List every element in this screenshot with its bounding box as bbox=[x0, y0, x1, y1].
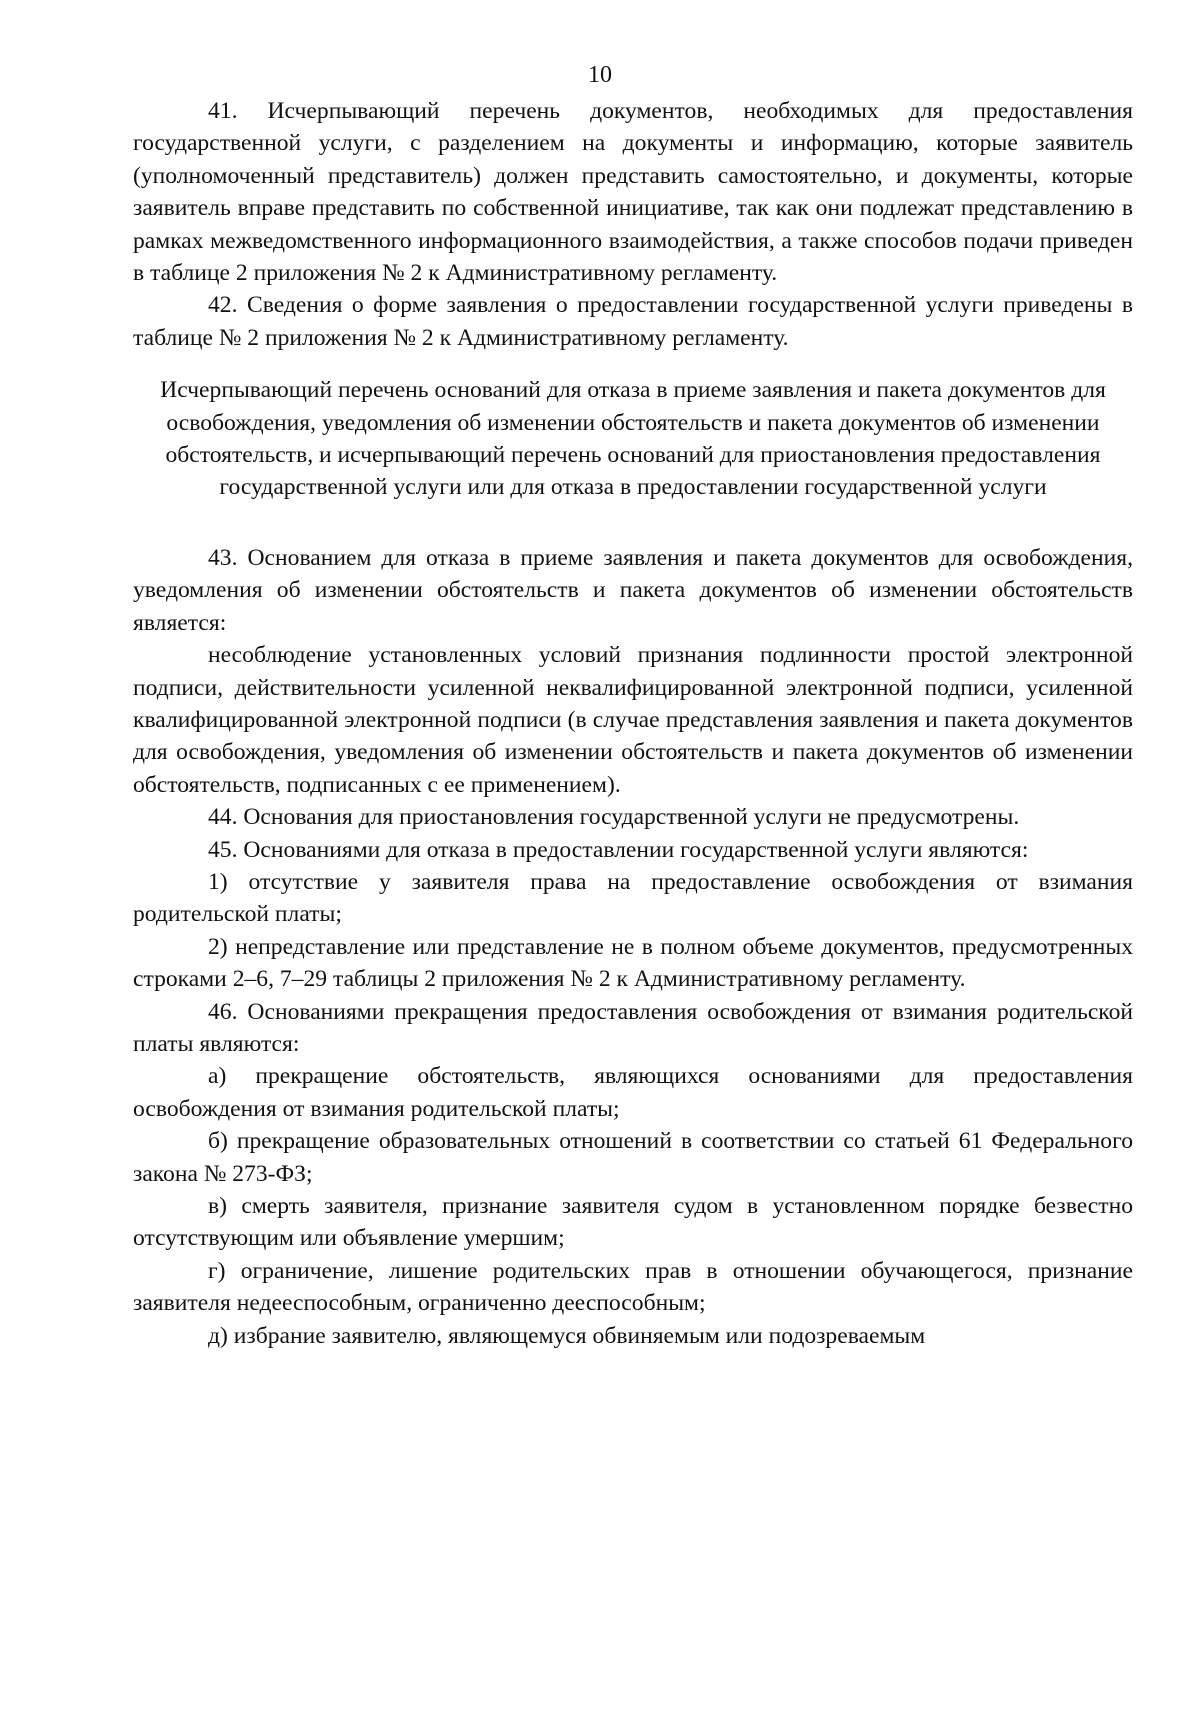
paragraph-43: 43. Основанием для отказа в приеме заявления и пакета документов для освобождения, уведомления об изменении обстоятельств и пакета документов об изменении обстоятельств является: bbox=[133, 544, 1133, 636]
paragraph-45-item-2: 2) непредставление или представление не в полном объеме документов, предусмотренных строками 2–6, 7–29 таблицы 2 приложения № 2 к Административному регламенту. bbox=[133, 933, 1133, 993]
paragraph-45-item-1: 1) отсутствие у заявителя права на предоставление освобождения от взимания родительской платы; bbox=[133, 868, 1133, 928]
document-body bbox=[133, 95, 1133, 1352]
paragraph-42: 42. Сведения о форме заявления о предоставлении государственной услуги приведены в таблице № 2 приложения № 2 к Административному регламенту. bbox=[133, 292, 1133, 351]
paragraph-46-item-d: д) избрание заявителю, являющемуся обвиняемым или подозреваемым bbox=[208, 1322, 926, 1349]
paragraph-41: 41. Исчерпывающий перечень документов, необходимых для предоставления государственной услуги, с разделением на документы и информацию, которые заявитель (уполномоченный представитель) должен представить самостоятельно, и документы, которые заявитель вправе представить по собственной инициативе, так как они подлежат представлению в рамках межведомственного информационного взаимодействия, а также способов подачи приведен в таблице 2 приложения № 2 к Административному регламенту. bbox=[133, 98, 1133, 287]
paragraph-46-item-a: а) прекращение обстоятельств, являющихся основаниями для предоставления освобождения от взимания родительской платы; bbox=[133, 1063, 1133, 1122]
paragraph-46-item-b: б) прекращение образовательных отношений в соответствии со статьей 61 Федерального закона № 273-ФЗ; bbox=[133, 1128, 1133, 1187]
paragraph-43-item: несоблюдение установленных условий признания подлинности простой электронной подписи, действительности усиленной неквалифицированной электронной подписи, усиленной квалифицированной электронной подписи (в случае представления заявления и пакета документов для освобождения, уведомления об изменении обстоятельств и пакета документов об изменении обстоятельств, подписанных с ее применением). bbox=[133, 642, 1133, 798]
section-heading: Исчерпывающий перечень оснований для отказа в приеме заявления и пакета документов для освобождения, уведомления об изменении обстоятельств и пакета документов об изменении обстоятельств, и исчерпывающий перечень оснований для приостановления предоставления государственной услуги или для отказа в предоставлении государственной услуги bbox=[160, 377, 1106, 501]
page-number: 10 bbox=[588, 62, 612, 88]
paragraph-46-item-g: г) ограничение, лишение родительских прав в отношении обучающегося, признание заявителя недееспособным, ограниченно дееспособным; bbox=[133, 1257, 1133, 1317]
paragraph-45: 45. Основаниями для отказа в предоставлении государственной услуги являются: bbox=[208, 836, 1029, 863]
paragraph-44: 44. Основания для приостановления государственной услуги не предусмотрены. bbox=[208, 804, 1020, 831]
paragraph-46: 46. Основаниями прекращения предоставления освобождения от взимания родительской платы являются: bbox=[133, 998, 1133, 1057]
paragraph-46-item-v: в) смерть заявителя, признание заявителя судом в установленном порядке безвестно отсутствующим или объявление умершим; bbox=[133, 1193, 1133, 1252]
